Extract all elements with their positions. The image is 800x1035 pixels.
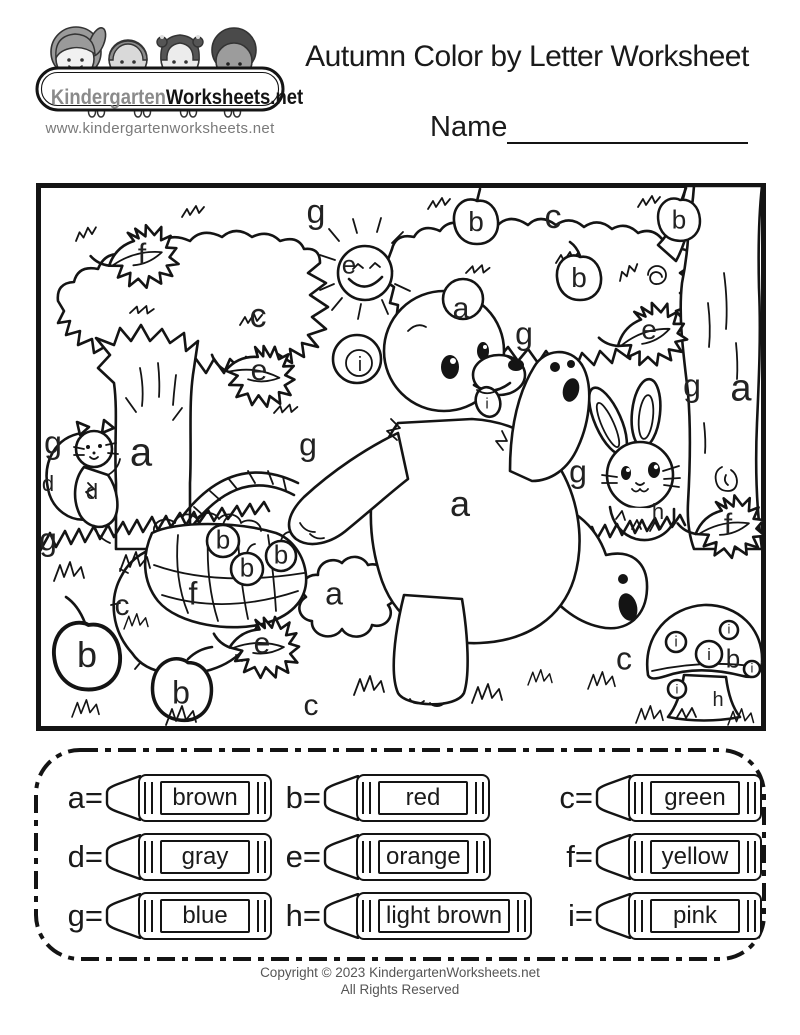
crayon-icon: [595, 774, 762, 822]
scene-letter: g: [515, 315, 533, 352]
legend-letter: h=: [285, 898, 321, 933]
crayon-icon: [595, 833, 762, 881]
legend-letter: b=: [285, 780, 321, 815]
legend-entry-g: [63, 893, 281, 939]
scene-letter: b: [571, 262, 587, 294]
legend-entry-b: [281, 775, 553, 821]
scene-letter: d: [41, 470, 55, 496]
crayon-color-label: green: [650, 781, 740, 815]
legend-letter: a=: [67, 780, 103, 815]
scene-letter: b: [215, 524, 231, 555]
scene-letter: f: [137, 237, 147, 271]
crayon-color-label: yellow: [650, 840, 740, 874]
crayon-color-label: orange: [378, 840, 469, 874]
scene-letter: b: [76, 633, 98, 675]
scene-letter: e: [250, 353, 268, 387]
scene-letter: b: [725, 643, 741, 674]
legend-letter: e=: [285, 839, 321, 874]
crayon-tip-icon: [105, 834, 141, 880]
crayon-icon: [105, 892, 272, 940]
crayon-color-label: brown: [160, 781, 250, 815]
crayon-tip-icon: [105, 775, 141, 821]
scene-letter: g: [299, 426, 317, 463]
copyright-text: Copyright © 2023 KindergartenWorksheets.net: [260, 965, 540, 980]
scene-letter: e: [641, 314, 657, 346]
crayon-icon: [105, 774, 272, 822]
scene-letter: a: [730, 367, 752, 410]
rights-text: All Rights Reserved: [340, 982, 460, 997]
legend-letter: c=: [559, 780, 593, 815]
scene-letter: h: [651, 498, 665, 524]
crayon-tip-icon: [595, 834, 631, 880]
crayon-icon: [595, 892, 762, 940]
scene-letter: f: [188, 575, 198, 612]
crayon-icon: [323, 774, 490, 822]
scene-letter: c: [303, 688, 319, 722]
scene-letter: f: [723, 507, 733, 541]
name-label: Name: [430, 111, 508, 143]
crayon-tip-icon: [323, 775, 359, 821]
crayon-color-label: light brown: [378, 899, 510, 933]
scene-letter: c: [249, 297, 267, 336]
crayon-tip-icon: [595, 775, 631, 821]
scene-letter: d: [85, 478, 99, 504]
logo-url: www.kindergartenworksheets.net: [45, 120, 275, 137]
legend-letter: g=: [67, 898, 103, 933]
scene-letter: e: [253, 626, 271, 660]
crayon-tip-icon: [323, 834, 359, 880]
scene-letter: i: [707, 645, 711, 665]
brand-kindergarten: Kindergarten: [50, 86, 166, 109]
scene-letter: i: [675, 681, 679, 697]
name-field: [430, 110, 748, 144]
crayon-color-label: blue: [160, 899, 250, 933]
color-key-legend: [33, 747, 767, 962]
logo-brand-text: [50, 86, 304, 110]
scene-letter: i: [357, 354, 363, 377]
scene-letter: g: [683, 367, 701, 404]
crayon-tip-icon: [323, 893, 359, 939]
crayon-tip-icon: [105, 893, 141, 939]
scene-letter: i: [674, 633, 678, 651]
scene-letter: a: [129, 430, 153, 475]
scene-letter: g: [44, 424, 62, 461]
legend-entry-h: [281, 893, 553, 939]
legend-entry-e: [281, 834, 553, 880]
crayon-color-label: gray: [160, 840, 250, 874]
scene-letter: b: [671, 204, 687, 235]
scene-letter: b: [273, 539, 289, 570]
name-blank-line: [507, 110, 748, 144]
legend-entry-a: [63, 775, 281, 821]
footer: [0, 964, 800, 998]
scene-letter: g: [569, 453, 587, 490]
legend-entry-c: [553, 775, 762, 821]
legend-letter: f=: [566, 839, 593, 874]
scene-letter: b: [239, 552, 255, 583]
scene-letter: g: [39, 521, 57, 558]
scene-letter: b: [172, 674, 190, 711]
page-title: Autumn Color by Letter Worksheet: [305, 40, 749, 73]
scene-letter: i: [727, 621, 731, 637]
legend-entry-f: [553, 834, 762, 880]
legend-letter: i=: [568, 898, 593, 933]
brand-worksheets: Worksheets.net: [165, 86, 304, 109]
crayon-color-label: pink: [650, 899, 740, 933]
scene-letter: i: [485, 395, 489, 413]
crayon-icon: [323, 833, 491, 881]
legend-letter: d=: [67, 839, 103, 874]
crayon-icon: [105, 833, 272, 881]
scene-letter: g: [306, 193, 326, 232]
scene-letter: e: [341, 249, 357, 280]
crayon-tip-icon: [595, 893, 631, 939]
coloring-scene: [36, 183, 766, 731]
legend-grid: [63, 775, 747, 939]
legend-entry-i: [553, 893, 762, 939]
scene-letter: c: [616, 640, 632, 677]
crayon-icon: [323, 892, 532, 940]
scene-letter: a: [325, 575, 343, 612]
scene-letter: a: [449, 482, 471, 524]
bear-nose: [508, 359, 524, 371]
scene-letter: a: [452, 291, 470, 325]
scene-letter: b: [468, 206, 484, 238]
scene-letter: c: [544, 198, 562, 237]
crayon-color-label: red: [378, 781, 468, 815]
scene-letter: i: [750, 660, 754, 676]
scene-letter: h: [712, 689, 724, 712]
scene-letter: c: [114, 588, 130, 622]
legend-entry-d: [63, 834, 281, 880]
